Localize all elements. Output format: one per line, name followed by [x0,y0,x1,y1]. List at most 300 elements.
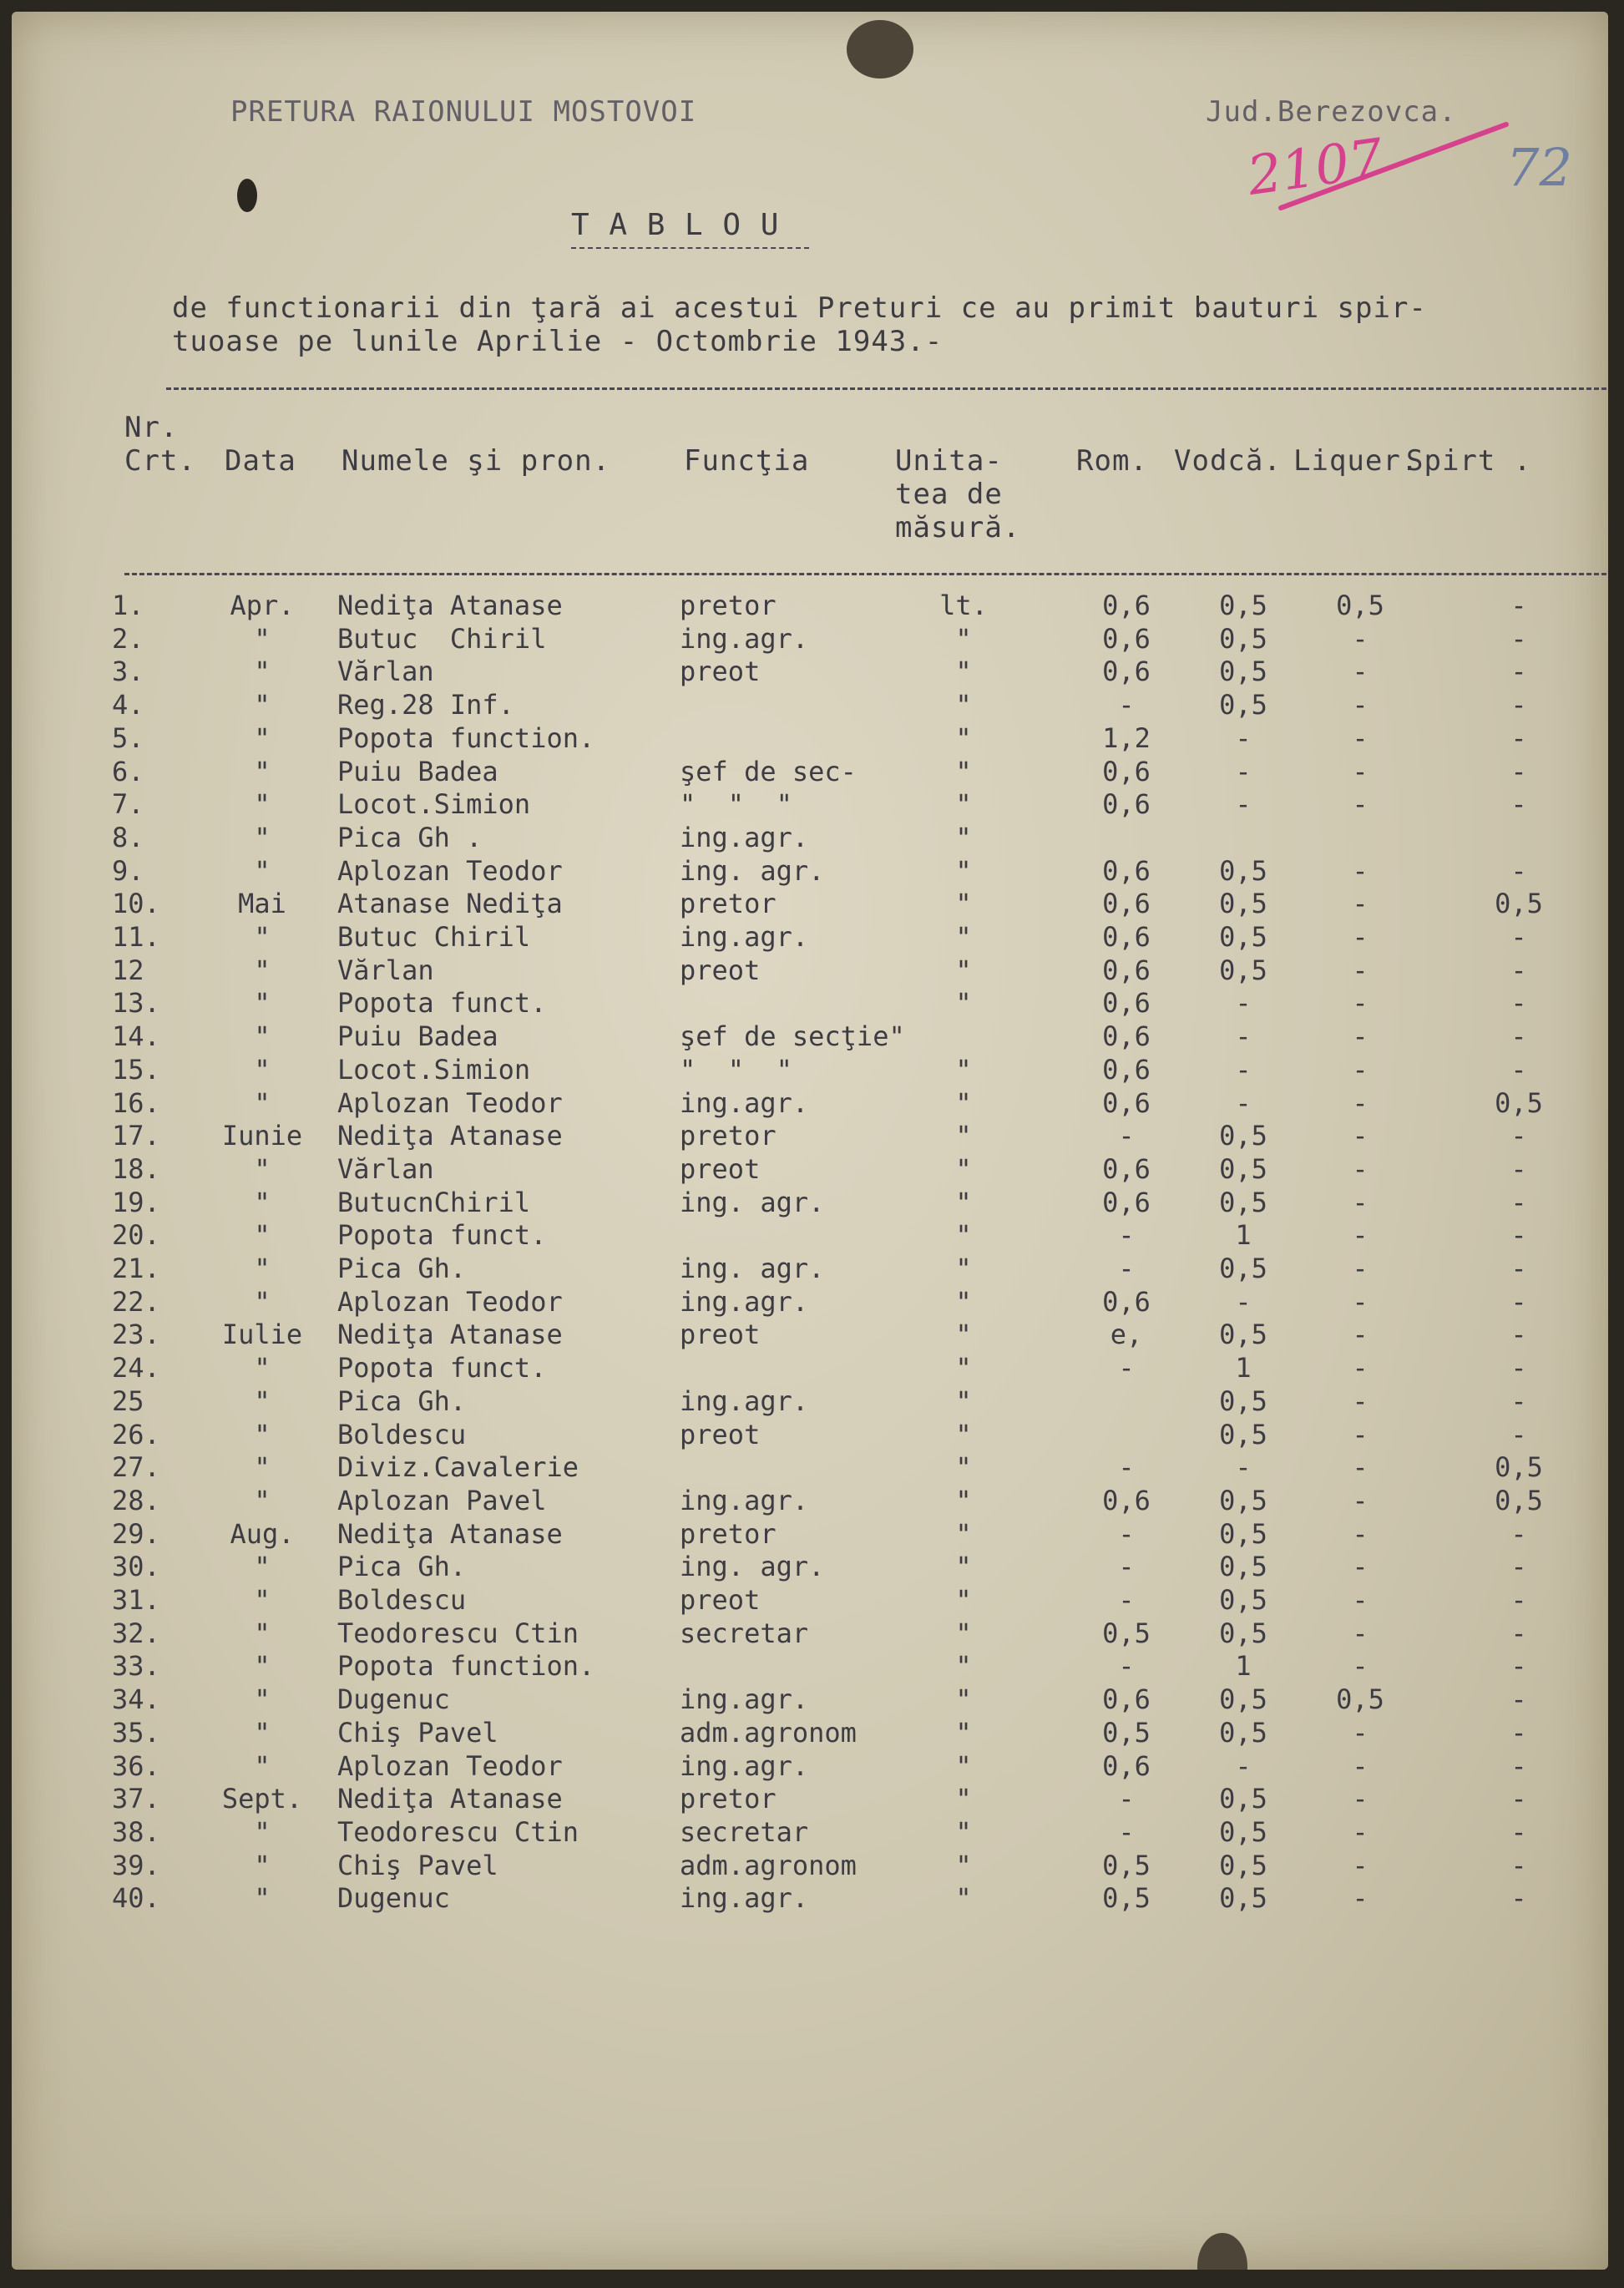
row-name: Aplozan Teodor [337,854,563,887]
row-liquer: - [1352,1650,1369,1683]
row-date: " [254,1086,271,1119]
row-function: adm.agronom [680,1716,857,1749]
row-nr: 3. [112,656,144,688]
red-pencil-stroke [1264,112,1515,220]
row-nr: 35. [112,1716,160,1749]
row-liquer: - [1352,1120,1369,1152]
row-rom: 0,6 [1102,954,1151,986]
row-date: " [254,656,271,688]
row-name: Locot.Simion [337,788,531,821]
row-rom: 0,5 [1102,1716,1151,1749]
row-vodca: - [1235,987,1252,1020]
row-name: Popota function. [337,1650,595,1683]
row-rom: - [1118,1551,1135,1583]
row-liquer: - [1352,1584,1369,1616]
row-unit: " [955,1253,972,1284]
row-nr: 26. [112,1418,160,1450]
row-date: " [254,1749,271,1782]
row-name: Nediţa Atanase [337,590,563,621]
row-vodca: 1 [1235,1352,1252,1384]
row-function: ing.agr. [680,1484,809,1516]
row-spirt: - [1510,1384,1527,1417]
row-vodca: 0,5 [1219,1384,1267,1417]
row-vodca: 0,5 [1219,854,1267,887]
row-spirt: - [1510,788,1527,821]
row-unit: " [955,1219,972,1252]
row-unit: " [955,1683,972,1716]
row-vodca: - [1235,1086,1252,1119]
row-rom: 0,6 [1102,1285,1151,1318]
row-vodca: 0,5 [1219,1517,1267,1550]
row-date: " [254,1418,271,1450]
row-function: preot [680,1319,761,1351]
row-spirt: - [1510,1584,1527,1616]
row-function: ing.agr. [680,821,809,853]
row-unit: " [955,1617,972,1649]
row-liquer: - [1352,1617,1369,1649]
row-vodca: 0,5 [1219,1716,1267,1749]
row-rom: 0,6 [1102,788,1151,821]
row-nr: 37. [112,1783,160,1815]
row-function: ing.agr. [680,1384,809,1417]
row-name: Aplozan Teodor [337,1285,563,1318]
row-spirt: - [1510,1285,1527,1318]
row-function: preot [680,1418,761,1450]
row-nr: 22. [112,1285,160,1318]
row-rom: 0,5 [1102,1617,1151,1649]
row-function: ing. agr. [680,1253,825,1284]
row-function: ing.agr. [680,622,809,655]
row-date: " [254,987,271,1020]
document-page [12,12,1608,2270]
row-rom: 1,2 [1102,721,1151,754]
row-nr: 20. [112,1219,160,1252]
row-vodca: 0,5 [1219,1551,1267,1583]
row-date: " [254,921,271,953]
county-name: Jud.Berezovca. [1206,95,1457,129]
row-unit: " [955,1285,972,1318]
row-liquer: - [1352,1352,1369,1384]
row-unit: " [955,888,972,920]
row-name: Popota funct. [337,1219,547,1252]
row-spirt: - [1510,1517,1527,1550]
row-nr: 4. [112,689,144,721]
row-liquer: - [1352,921,1369,953]
row-name: Dugenuc [337,1683,450,1716]
row-unit: " [955,1120,972,1152]
row-nr: 39. [112,1849,160,1881]
row-spirt: - [1510,656,1527,688]
row-vodca: - [1235,1749,1252,1782]
row-date: " [254,721,271,754]
row-date: Mai [238,888,286,920]
row-date: " [254,1253,271,1284]
row-name: Aplozan Teodor [337,1086,563,1119]
row-nr: 24. [112,1352,160,1384]
row-rom: 0,6 [1102,854,1151,887]
row-rom: 0,6 [1102,888,1151,920]
row-date: " [254,689,271,721]
row-spirt: - [1510,590,1527,621]
row-unit: " [955,1584,972,1616]
row-nr: 38. [112,1815,160,1848]
row-nr: 36. [112,1749,160,1782]
row-liquer: - [1352,622,1369,655]
row-liquer: - [1352,1783,1369,1815]
row-spirt: - [1510,1186,1527,1218]
row-unit: " [955,1551,972,1583]
row-nr: 34. [112,1683,160,1716]
row-nr: 33. [112,1650,160,1683]
row-spirt: - [1510,689,1527,721]
row-liquer: - [1352,1086,1369,1119]
row-nr: 19. [112,1186,160,1218]
header-name: Numele şi pron. [341,444,611,478]
row-function: şef de sec- [680,755,857,787]
row-date: " [254,1650,271,1683]
subtitle-line-2: tuoase pe lunile Aprilie - Octombrie 1943.- [172,325,944,358]
institution-name: PRETURA RAIONULUI MOSTOVOI [230,95,697,129]
row-unit: " [955,1517,972,1550]
row-name: Butuc Chiril [337,622,547,655]
row-nr: 31. [112,1584,160,1616]
row-function: pretor [680,888,777,920]
row-vodca: 0,5 [1219,1584,1267,1616]
row-liquer: 0,5 [1336,590,1384,621]
row-function: ing.agr. [680,1086,809,1119]
row-vodca: 0,5 [1219,954,1267,986]
row-liquer: - [1352,1253,1369,1284]
row-nr: 6. [112,755,144,787]
row-liquer: - [1352,1285,1369,1318]
row-date: " [254,1152,271,1185]
row-function: adm.agronom [680,1849,857,1881]
row-name: Vărlan [337,1152,434,1185]
row-date: " [254,1484,271,1516]
row-liquer: - [1352,888,1369,920]
header-vodca: Vodcă. [1174,444,1282,478]
row-date: " [254,1716,271,1749]
row-vodca: 0,5 [1219,1484,1267,1516]
row-unit: " [955,1418,972,1450]
row-date: " [254,1683,271,1716]
page-number: 72 [1506,137,1572,198]
row-nr: 27. [112,1451,160,1484]
row-date: " [254,1849,271,1881]
row-nr: 40. [112,1882,160,1915]
row-liquer: - [1352,1815,1369,1848]
row-rom: 0,6 [1102,1152,1151,1185]
row-rom: - [1118,1219,1135,1252]
row-spirt: - [1510,1650,1527,1683]
row-liquer: - [1352,1551,1369,1583]
row-spirt: - [1510,1319,1527,1351]
row-unit: " [955,1650,972,1683]
row-name: Aplozan Teodor [337,1749,563,1782]
header-liquer: Liquer. [1293,444,1419,478]
row-nr: 30. [112,1551,160,1583]
row-date: " [254,755,271,787]
row-nr: 17. [112,1120,160,1152]
row-name: Vărlan [337,954,434,986]
row-function: secretar [680,1617,809,1649]
row-unit: " [955,1749,972,1782]
header-nr-line-1: Nr. [124,411,179,444]
row-unit: " [955,987,972,1020]
row-unit: " [955,656,972,688]
row-date: " [254,1053,271,1086]
row-date: " [254,1617,271,1649]
row-liquer: - [1352,1053,1369,1086]
row-rom: 0,5 [1102,1882,1151,1915]
row-rom: 0,6 [1102,622,1151,655]
row-unit: " [955,1384,972,1417]
row-rom: 0,5 [1102,1849,1151,1881]
row-function: şef de secţie" [680,1020,905,1053]
row-rom: - [1118,689,1135,721]
row-rom: 0,6 [1102,590,1151,621]
row-unit: " [955,622,972,655]
row-unit: " [955,1352,972,1384]
row-vodca: 0,5 [1219,1617,1267,1649]
row-name: Popota funct. [337,987,547,1020]
row-name: Pica Gh. [337,1384,467,1417]
row-date: " [254,1020,271,1053]
row-name: Teodorescu Ctin [337,1617,579,1649]
row-unit: " [955,1815,972,1848]
row-liquer: - [1352,1418,1369,1450]
row-spirt: - [1510,1716,1527,1749]
row-date: " [254,1882,271,1915]
row-function: pretor [680,1120,777,1152]
row-function: " " " [680,788,792,821]
subtitle-line-1: de functionarii din ţară ai acestui Preturi ce au primit bauturi spir- [172,291,1427,325]
row-nr: 2. [112,622,144,655]
row-spirt: - [1510,1020,1527,1053]
row-date: Apr. [230,590,295,621]
row-vodca: - [1235,1285,1252,1318]
row-spirt: - [1510,1683,1527,1716]
row-liquer: - [1352,1020,1369,1053]
row-name: Teodorescu Ctin [337,1815,579,1848]
row-date: " [254,1219,271,1252]
row-liquer: - [1352,656,1369,688]
row-nr: 1. [112,590,144,621]
row-vodca: 0,5 [1219,590,1267,621]
row-vodca: 0,5 [1219,921,1267,953]
row-unit: " [955,1451,972,1484]
row-rom: 0,6 [1102,1683,1151,1716]
row-liquer: - [1352,1152,1369,1185]
row-spirt: - [1510,721,1527,754]
row-vodca: 0,5 [1219,1152,1267,1185]
row-name: Dugenuc [337,1882,450,1915]
row-function: ing. agr. [680,1186,825,1218]
row-unit: " [955,1484,972,1516]
row-nr: 25 [112,1384,144,1417]
row-nr: 10. [112,888,160,920]
row-function: preot [680,1152,761,1185]
row-unit: " [955,1186,972,1218]
row-name: Reg.28 Inf. [337,689,514,721]
header-date: Data [225,444,296,478]
row-spirt: - [1510,854,1527,887]
row-unit: " [955,1152,972,1185]
row-unit: " [955,921,972,953]
row-vodca: 0,5 [1219,1849,1267,1881]
row-function: ing.agr. [680,1749,809,1782]
row-spirt: - [1510,1551,1527,1583]
row-liquer: - [1352,1517,1369,1550]
row-vodca: 0,5 [1219,689,1267,721]
row-date: " [254,1584,271,1616]
row-nr: 29. [112,1517,160,1550]
row-function: ing.agr. [680,1285,809,1318]
header-unit-line-2: tea de [895,478,1003,511]
row-name: Puiu Badea [337,755,498,787]
header-nr-line-2: Crt. [124,444,196,478]
row-unit: " [955,1783,972,1815]
row-vodca: 1 [1235,1650,1252,1683]
row-vodca: 0,5 [1219,1319,1267,1351]
row-spirt: 0,5 [1495,1451,1543,1484]
row-function: pretor [680,590,777,621]
row-function: preot [680,1584,761,1616]
row-vodca: 0,5 [1219,1783,1267,1815]
row-nr: 13. [112,987,160,1020]
row-spirt: 0,5 [1495,1086,1543,1119]
row-spirt: - [1510,1152,1527,1185]
row-name: Aplozan Pavel [337,1484,547,1516]
row-unit: " [955,854,972,887]
row-function: pretor [680,1783,777,1815]
row-liquer: - [1352,1384,1369,1417]
row-name: Nediţa Atanase [337,1783,563,1815]
row-date: " [254,1285,271,1318]
row-unit: " [955,689,972,721]
row-name: Locot.Simion [337,1053,531,1086]
row-vodca: 0,5 [1219,1683,1267,1716]
row-liquer: - [1352,854,1369,887]
row-nr: 8. [112,821,144,853]
row-rom: e, [1110,1319,1143,1351]
row-date: " [254,821,271,853]
row-name: Vărlan [337,656,434,688]
row-rom: 0,6 [1102,987,1151,1020]
row-liquer: - [1352,721,1369,754]
row-nr: 9. [112,854,144,887]
row-name: Nediţa Atanase [337,1517,563,1550]
row-nr: 5. [112,721,144,754]
header-function: Funcţia [684,444,810,478]
row-nr: 28. [112,1484,160,1516]
row-spirt: - [1510,1617,1527,1649]
row-name: Pica Gh . [337,821,483,853]
row-vodca: 0,5 [1219,622,1267,655]
row-vodca: 0,5 [1219,888,1267,920]
row-rom: 0,6 [1102,921,1151,953]
row-rom: 0,6 [1102,755,1151,787]
row-rom: - [1118,1815,1135,1848]
row-vodca: - [1235,755,1252,787]
row-name: Popota function. [337,721,595,754]
row-liquer: - [1352,1219,1369,1252]
row-spirt: - [1510,1749,1527,1782]
row-name: Butuc Chiril [337,921,531,953]
row-function: ing. agr. [680,854,825,887]
row-rom: - [1118,1120,1135,1152]
header-rule [124,573,1606,575]
row-vodca: - [1235,1451,1252,1484]
row-spirt: - [1510,1815,1527,1848]
row-spirt: - [1510,1053,1527,1086]
row-unit: " [955,1882,972,1915]
row-spirt: - [1510,1418,1527,1450]
row-date: " [254,622,271,655]
row-spirt: - [1510,1783,1527,1815]
row-name: Chiş Pavel [337,1849,498,1881]
row-vodca: 1 [1235,1219,1252,1252]
row-liquer: - [1352,1849,1369,1881]
row-nr: 12 [112,954,144,986]
row-liquer: - [1352,1716,1369,1749]
row-vodca: - [1235,1053,1252,1086]
row-vodca: 0,5 [1219,1186,1267,1218]
row-rom: 0,6 [1102,1020,1151,1053]
row-date: Iulie [221,1319,303,1351]
row-vodca: - [1235,1020,1252,1053]
row-spirt: - [1510,987,1527,1020]
row-rom: - [1118,1451,1135,1484]
row-name: Pica Gh. [337,1253,467,1284]
row-vodca: 0,5 [1219,1418,1267,1450]
row-nr: 14. [112,1020,160,1053]
row-vodca: 0,5 [1219,1815,1267,1848]
row-function: " " " [680,1053,792,1086]
header-spirt: Spirt . [1406,444,1532,478]
row-liquer: - [1352,689,1369,721]
row-nr: 21. [112,1253,160,1284]
row-unit: lt. [939,590,988,621]
registration-number: 2107 [1243,128,1388,208]
top-rule [166,387,1606,390]
row-date: Aug. [230,1517,295,1550]
row-name: Puiu Badea [337,1020,498,1053]
title-underline [571,247,809,249]
row-liquer: - [1352,755,1369,787]
row-name: Boldescu [337,1418,467,1450]
row-unit: " [955,1086,972,1119]
row-name: Nediţa Atanase [337,1120,563,1152]
row-function: ing. agr. [680,1551,825,1583]
row-liquer: 0,5 [1336,1683,1384,1716]
row-nr: 7. [112,788,144,821]
row-liquer: - [1352,788,1369,821]
row-spirt: - [1510,1849,1527,1881]
row-name: Boldescu [337,1584,467,1616]
header-rom: Rom. [1076,444,1148,478]
row-date: " [254,1352,271,1384]
row-date: " [254,1815,271,1848]
row-date: " [254,1186,271,1218]
row-rom: 0,6 [1102,656,1151,688]
row-spirt: - [1510,1253,1527,1284]
row-unit: " [955,1716,972,1749]
row-nr: 18. [112,1152,160,1185]
row-vodca: - [1235,788,1252,821]
row-spirt: 0,5 [1495,888,1543,920]
row-unit: " [955,954,972,986]
